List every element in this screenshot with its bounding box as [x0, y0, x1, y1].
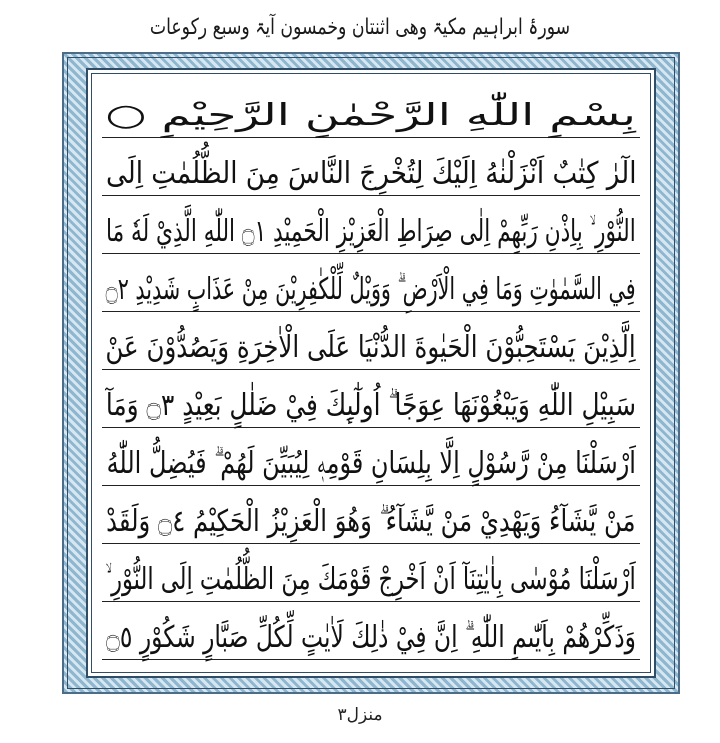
verse-line-text: سَبِيْلِ اللّٰهِ وَيَبْغُوْنَهَا عِوَجًا ۗ اُولٰٓىِٕكَ فِيْ ضَلٰلٍ بَعِيْدٍ ۝٣ وَمَآ [105, 388, 637, 423]
verse-line [102, 254, 640, 312]
surah-header [150, 0, 570, 55]
surah-info-text: سورۂ ابراہیم مکیۃ وھی اثنتان وخمسون آیۃ وسبع رکوعات [149, 15, 571, 40]
verse-line-text: اَرْسَلْنَا مِنْ رَّسُوْلٍ اِلَّا بِلِسَانِ قَوْمِهٖ لِيُبَيِّنَ لَهُمْ ۗ فَيُضِلُّ اللّٰهُ [106, 446, 636, 481]
verse-line-text: مَنْ يَّشَآءُ وَيَهْدِيْ مَنْ يَّشَآءُ ۗ وَهُوَ الْعَزِيْزُ الْحَكِيْمُ ۝٤ وَلَقَدْ [106, 504, 636, 539]
verse-line [102, 312, 640, 370]
verse-line [102, 196, 640, 254]
verse-line [102, 486, 640, 544]
verse-line [102, 602, 640, 660]
verse-line-text: وَذَكِّرْهُمْ بِاَيّٰىمِ اللّٰهِ ۗ اِنَّ فِيْ ذٰلِكَ لَاٰيٰتٍ لِّكُلِّ صَبَّارٍ شَكُوْرٍ ۝٥ [106, 620, 636, 655]
text-panel [86, 68, 656, 678]
verse-line [102, 80, 640, 138]
manzil-label: منزل٣ [337, 705, 383, 725]
verse-line [102, 370, 640, 428]
verse-line [102, 544, 640, 602]
verse-line [102, 138, 640, 196]
verse-line-text: فِي السَّمٰوٰتِ وَمَا فِي الْاَرْضِ ۗ وَوَيْلٌ لِّلْكٰفِرِيْنَ مِنْ عَذَابٍ شَدِيْدِ ۝٢ [106, 272, 636, 307]
verse-line-text: الٓرٰ كِتٰبٌ اَنْزَلْنٰهُ اِلَيْكَ لِتُخْرِجَ النَّاسَ مِنَ الظُّلُمٰتِ اِلَى [105, 156, 637, 191]
verse-line-text: اِلَّذِيْنَ يَسْتَحِبُّوْنَ الْحَيٰوةَ الدُّنْيَا عَلَى الْاٰخِرَةِ وَيَصُدُّوْنَ عَنْ [105, 330, 637, 365]
verse-line-text: اَرْسَلْنَا مُوْسٰى بِاٰيٰتِنَآ اَنْ اَخْرِجْ قَوْمَكَ مِنَ الظُّلُمٰتِ اِلَى النُّوْرِ ۙ [105, 562, 637, 597]
verse-line-text: بِسْمِ اللّٰهِ الرَّحْمٰنِ الرَّحِيْمِ ○ [105, 98, 637, 133]
verse-line [102, 428, 640, 486]
page-footer [0, 700, 720, 730]
verse-line-text: النُّوْرِ ۙ بِاِذْنِ رَبِّهِمْ اِلٰى صِرَاطِ الْعَزِيْزِ الْحَمِيْدِ ۝١ اللّٰهِ الَّذِيْ لَهٗ مَا [106, 214, 636, 249]
page-border-frame [62, 52, 680, 694]
